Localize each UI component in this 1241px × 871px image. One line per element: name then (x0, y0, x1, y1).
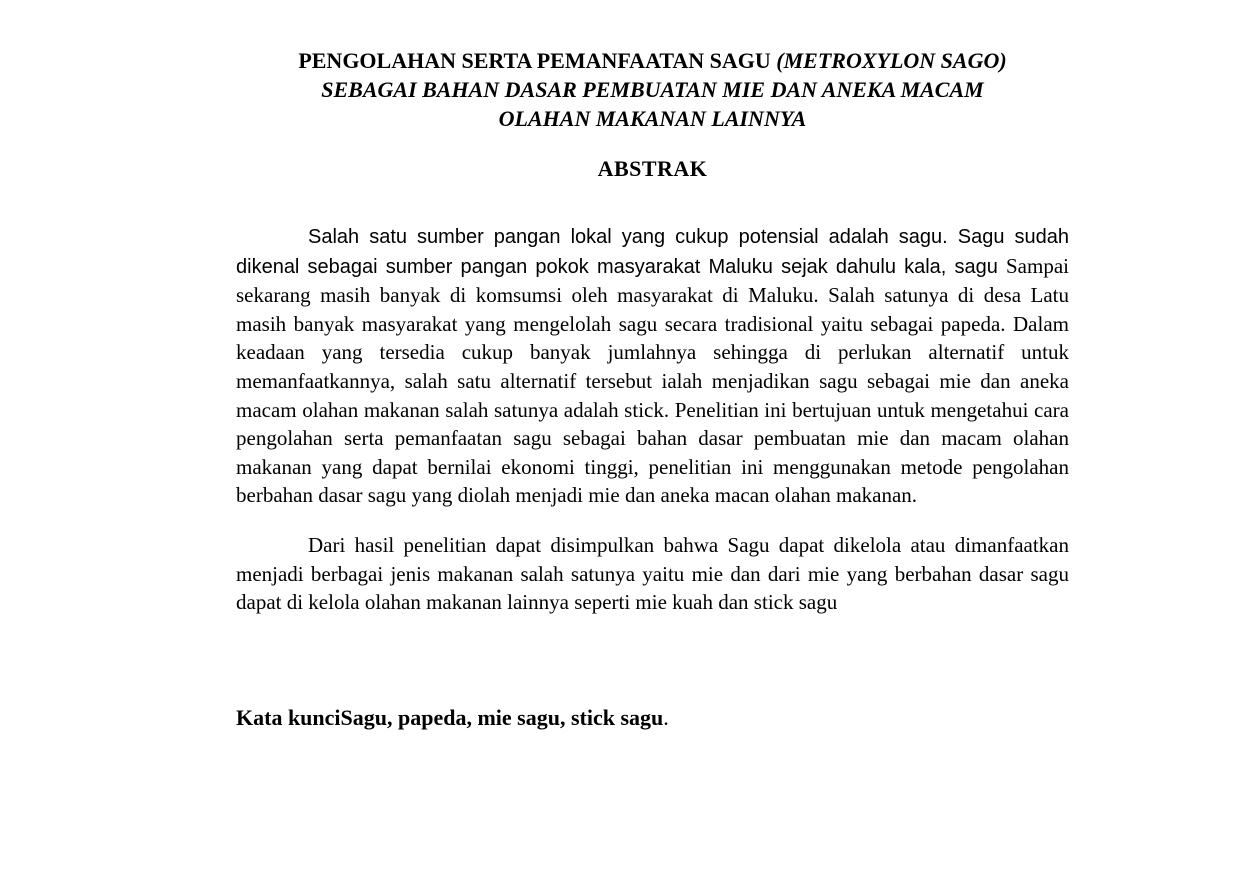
abstract-paragraph-2: Dari hasil penelitian dapat disimpulkan bahwa Sagu dapat dikelola atau dimanfaatkan menjadi berbagai jenis makanan salah satunya yaitu mie dan dari mie yang berbahan dasar sagu dapat di kelola olahan makanan lainnya seperti mie kuah dan stick sagu (236, 532, 1069, 615)
paper-title-line-3: OLAHAN MAKANAN LAINNYA (498, 106, 807, 131)
paper-title (236, 46, 1069, 133)
keywords-line (236, 703, 1069, 732)
paper-title-line-1 (236, 46, 1069, 75)
abstract-paragraph-1 (236, 222, 1069, 510)
paper-title-line-1-regular: PENGOLAHAN SERTA PEMANFAATAN SAGU (298, 48, 777, 73)
abstract-heading: ABSTRAK (597, 156, 708, 181)
keywords-text: Kata kunciSagu, papeda, mie sagu, stick sagu (236, 704, 664, 730)
abstract-paragraph-1-sans-run: Salah satu sumber pangan lokal yang cukup potensial adalah sagu. Sagu sudah dikenal sebagai sumber pangan pokok masyarakat Maluku sejak dahulu kala, sagu (236, 226, 1069, 278)
keywords-period: . (663, 704, 669, 730)
paper-title-line-1-italic: (METROXYLON SAGO) (776, 48, 1007, 73)
abstract-paragraph-1-serif-run: Sampai sekarang masih banyak di komsumsi oleh masyarakat di Maluku. Salah satunya di desa Latu masih banyak masyarakat yang mengelolah sagu secara tradisional yaitu sebagai papeda. Dalam keadaan yang tersedia cukup banyak jumlahnya sehingga di perlukan alternatif untuk memanfaatkannya, salah satu alternatif tersebut ialah menjadikan sagu sebagai mie dan aneka macam olahan makanan salah satunya adalah stick. Penelitian ini bertujuan untuk mengetahui cara pengolahan serta pemanfaatan sagu sebagai bahan dasar pembuatan mie dan macam olahan makanan yang dapat bernilai ekonomi tinggi, penelitian ini menggunakan metode pengolahan berbahan dasar sagu yang diolah menjadi mie dan aneka macan olahan makanan. (236, 253, 1069, 508)
paper-title-line-2: SEBAGAI BAHAN DASAR PEMBUATAN MIE DAN ANEKA MACAM (321, 77, 984, 102)
